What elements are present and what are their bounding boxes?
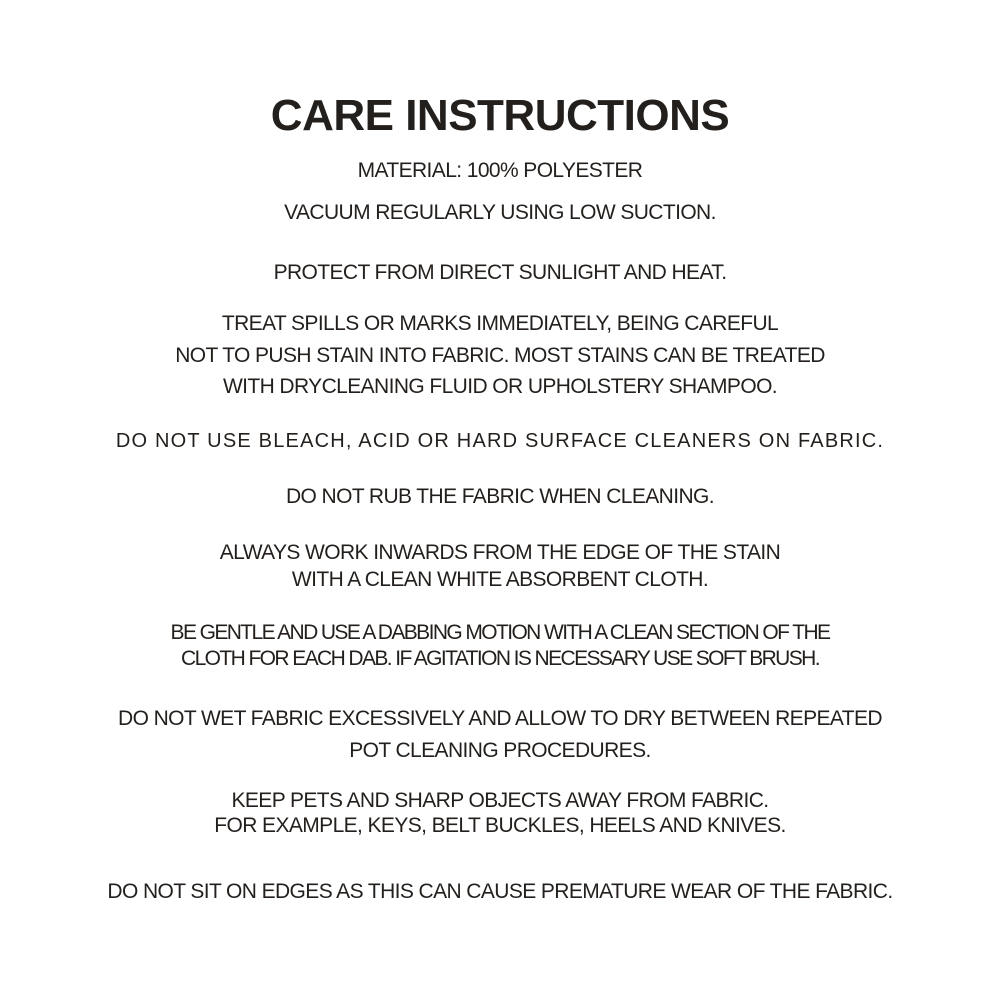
wet-instruction-line-2: POT CLEANING PROCEDURES. bbox=[349, 739, 651, 762]
wet-instruction-line-1: DO NOT WET FABRIC EXCESSIVELY AND ALLOW TO DRY BETWEEN REPEATED bbox=[118, 707, 882, 730]
spills-instruction-line-3: WITH DRYCLEANING FLUID OR UPHOLSTERY SHAMPOO. bbox=[222, 375, 778, 398]
sunlight-instruction: PROTECT FROM DIRECT SUNLIGHT AND HEAT. bbox=[273, 261, 727, 284]
edges-instruction: DO NOT SIT ON EDGES AS THIS CAN CAUSE PREMATURE WEAR OF THE FABRIC. bbox=[107, 880, 893, 903]
spills-instruction-line-2: NOT TO PUSH STAIN INTO FABRIC. MOST STAINS CAN BE TREATED bbox=[175, 344, 825, 367]
vacuum-instruction: VACUUM REGULARLY USING LOW SUCTION. bbox=[284, 201, 716, 224]
dabbing-instruction-line-2: CLOTH FOR EACH DAB. IF AGITATION IS NECESSARY USE SOFT BRUSH. bbox=[181, 647, 819, 670]
spills-instruction-line-1: TREAT SPILLS OR MARKS IMMEDIATELY, BEING CAREFUL bbox=[221, 312, 779, 335]
bleach-instruction: DO NOT USE BLEACH, ACID OR HARD SURFACE CLEANERS ON FABRIC. bbox=[115, 430, 885, 452]
pets-instruction-line-1: KEEP PETS AND SHARP OBJECTS AWAY FROM FABRIC. bbox=[231, 789, 769, 812]
pets-instruction-line-2: FOR EXAMPLE, KEYS, BELT BUCKLES, HEELS AND KNIVES. bbox=[214, 814, 786, 837]
rub-instruction: DO NOT RUB THE FABRIC WHEN CLEANING. bbox=[285, 485, 714, 508]
inwards-instruction-line-2: WITH A CLEAN WHITE ABSORBENT CLOTH. bbox=[291, 568, 709, 591]
dabbing-instruction-line-1: BE GENTLE AND USE A DABBING MOTION WITH A CLEAN SECTION OF THE bbox=[170, 621, 830, 644]
inwards-instruction-line-1: ALWAYS WORK INWARDS FROM THE EDGE OF THE STAIN bbox=[219, 541, 781, 564]
material-text: MATERIAL: 100% POLYESTER bbox=[357, 159, 643, 182]
page-title: CARE INSTRUCTIONS bbox=[270, 91, 730, 140]
